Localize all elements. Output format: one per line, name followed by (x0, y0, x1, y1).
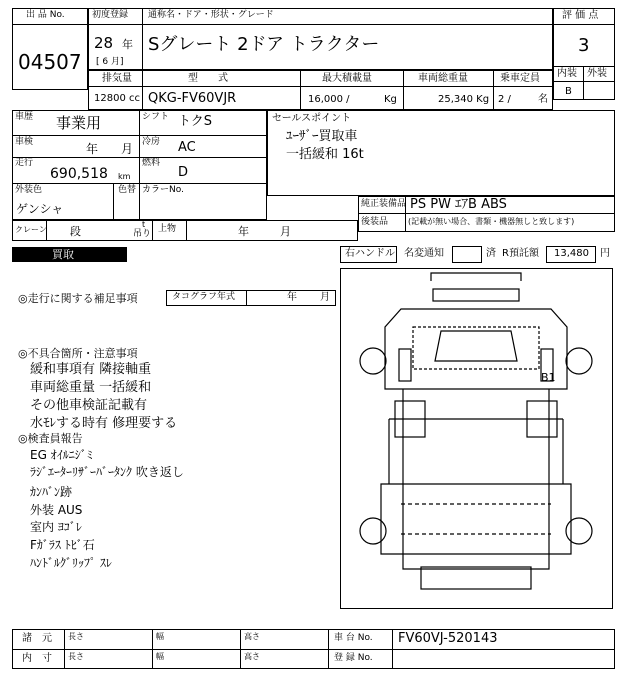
defect-line-4: 水ﾓﾚする時有 修理要する (30, 416, 178, 431)
divider (583, 66, 584, 100)
retrofit-label: 後装品 (361, 217, 389, 227)
color-label: 外装色 (15, 185, 43, 195)
year-unit: 年 (122, 38, 133, 51)
score-label: 評 価 点 (562, 10, 599, 21)
divider (139, 110, 140, 183)
ac-value: AC (178, 140, 196, 155)
color-change-label: 色替 (118, 185, 137, 195)
inspector-line-3: ｶﾝﾊﾞﾝ跡 (30, 485, 73, 499)
crane-hoist-unit: t (142, 220, 146, 229)
divider (142, 70, 143, 110)
divider (12, 135, 267, 136)
shift-value: トクS (178, 114, 212, 129)
divider (113, 183, 114, 220)
defect-line-2: 車両総重量 一括緩和 (30, 380, 152, 395)
rear-right-wheel (566, 518, 592, 544)
tacho-month: 月 (320, 292, 330, 303)
dims-row-label: 内 寸 (22, 653, 52, 664)
defect-line-1: 緩和事項有 隣接軸重 (30, 362, 152, 377)
divider (186, 220, 187, 241)
model-label: 型 式 (188, 73, 228, 84)
tacho-label: タコグラフ年式 (172, 292, 236, 302)
tacho-year: 年 (287, 292, 297, 303)
divider (139, 183, 140, 220)
recycle-label: R預託額 (502, 248, 539, 259)
score-value: 3 (578, 35, 590, 56)
inspector-line-1: EG ｵｲﾙﾆｼﾞﾐ (30, 448, 93, 462)
chassis-value: FV60VJ-520143 (398, 631, 498, 646)
inspector-line-4: 外装 AUS (30, 503, 83, 517)
mileage-unit: km (118, 172, 131, 181)
divider (152, 220, 153, 241)
shift-label: シフト (142, 112, 170, 122)
retrofit-note: (記載が無い場合、書類・機器無しと致します) (408, 217, 575, 226)
height-label: 高さ (244, 632, 260, 641)
rear-bumper (421, 567, 531, 589)
inspection-year: 年 (86, 142, 99, 156)
windshield-top (433, 289, 519, 301)
inspector-line-5: 室内 ﾖｺﾞﾚ (30, 520, 82, 534)
lot-label: 出 品 No. (26, 10, 65, 20)
first-reg-month: [ 6 月] (96, 57, 124, 67)
model-value: QKG-FV60VJR (148, 91, 237, 106)
sales-line-1: ﾕｰｻﾞｰ買取車 (286, 129, 358, 144)
interior-grade: B (565, 86, 572, 97)
lot-number-box (12, 8, 88, 90)
divider (12, 649, 615, 650)
recycle-unit: 円 (600, 248, 610, 259)
max-load-label: 最大積載量 (322, 73, 372, 84)
divider (12, 24, 88, 25)
mark-b1: B1 (541, 371, 556, 384)
first-reg-year: 28 (94, 34, 114, 52)
reg-label: 登 録 No. (334, 653, 373, 663)
defects-label: ◎不具合箇所・注意事項 (18, 347, 138, 360)
inspection-label: 車検 (15, 137, 34, 147)
roof-deflector (435, 331, 517, 361)
divider (328, 629, 329, 669)
inner-height-label: 高さ (244, 652, 260, 661)
inspection-month: 月 (121, 142, 134, 156)
left-door (399, 349, 411, 381)
deck-lines (401, 504, 551, 534)
body-year: 年 (238, 225, 249, 238)
chassis-label: 車 台 No. (334, 633, 373, 643)
front-right-wheel (566, 348, 592, 374)
ac-label: 冷房 (142, 137, 161, 147)
divider (240, 629, 241, 669)
mirror-bar (431, 273, 521, 281)
color-code-label: カラーNo. (142, 185, 184, 195)
rear-left-wheel (360, 518, 386, 544)
divider (88, 24, 553, 25)
crane-stage: 段 (70, 225, 81, 238)
front-left-wheel (360, 348, 386, 374)
recycle-prefix: 済 (486, 248, 496, 259)
inspector-line-7: ﾊﾝﾄﾞﾙｸﾞﾘｯﾌﾟ ｽﾚ (30, 556, 112, 570)
history-label: 車歴 (15, 112, 34, 122)
exterior-label: 外装 (587, 68, 607, 79)
lot-number: 04507 (18, 50, 82, 74)
inspector-line-6: Fｶﾞﾗｽ ﾄﾋﾞ石 (30, 538, 95, 552)
steering-value: 右ハンドル (345, 248, 395, 259)
max-load-unit: Kg (384, 94, 397, 105)
divider (358, 213, 615, 214)
inner-width-label: 幅 (156, 652, 164, 661)
inspector-label: ◎検査員報告 (18, 432, 83, 445)
gvw-label: 車両総重量 (418, 73, 468, 84)
fuel-value: D (178, 165, 189, 180)
mileage-label: 走行 (15, 158, 34, 168)
name-change-label: 名変通知 (404, 248, 444, 259)
divider (246, 290, 247, 306)
body-month: 月 (280, 225, 291, 238)
divider (12, 157, 267, 158)
divider (152, 629, 153, 669)
crane-label: クレーン (15, 225, 47, 234)
mileage-value: 690,518 (50, 166, 108, 182)
divider (553, 66, 615, 67)
inspector-line-2: ﾗｼﾞｴｰﾀｰﾘｻﾞｰﾊﾞｰﾀﾝｸ 吹き返し (30, 465, 184, 479)
first-reg-label: 初度登録 (92, 10, 129, 20)
history-value: 事業用 (56, 114, 102, 132)
interior-label: 内装 (557, 68, 577, 79)
body-label: 上物 (158, 224, 177, 234)
capacity-label: 乗車定員 (500, 73, 540, 84)
car-name-label: 通称名・ドア・形状・グレード (148, 10, 274, 20)
recycle-value: 13,480 (554, 248, 589, 259)
truck-diagram-panel (340, 268, 613, 609)
displacement-label: 排気量 (102, 73, 132, 84)
sales-point-label: セールスポイント (272, 113, 352, 124)
truck-diagram (341, 269, 612, 608)
divider (553, 81, 615, 82)
displacement-value: 12800 cc (94, 93, 140, 104)
fuel-label: 燃料 (142, 158, 161, 168)
divider (142, 8, 143, 70)
chassis-side (389, 419, 563, 484)
crane-row (12, 220, 358, 241)
car-name: Sグレート 2ドア トラクター (148, 34, 380, 55)
defect-line-3: その他車検証記載有 (30, 398, 148, 413)
spec-row-label: 諸 元 (22, 633, 52, 644)
cab-roof (413, 327, 539, 369)
gvw-value: 25,340 Kg (438, 94, 490, 105)
sales-line-2: 一括緩和 16t (286, 147, 364, 162)
divider (553, 24, 615, 25)
divider (493, 70, 494, 110)
equipment-value: PS PW ｴｱB ABS (410, 197, 507, 212)
purchase-banner (12, 247, 127, 262)
crane-hoist: 吊り (133, 229, 152, 239)
capacity-value: 2 / (498, 94, 511, 105)
capacity-unit: 名 (538, 94, 548, 105)
divider (300, 70, 301, 110)
max-load-value: 16,000 / (308, 94, 350, 105)
driving-notes-label: ◎走行に関する補足事項 (18, 292, 138, 305)
length-label: 長さ (68, 632, 84, 641)
fifth-wheel-deck (381, 484, 571, 554)
divider (392, 629, 393, 669)
width-label: 幅 (156, 632, 164, 641)
inner-length-label: 長さ (68, 652, 84, 661)
purchase-label: 買取 (52, 248, 74, 261)
divider (88, 86, 553, 87)
divider (403, 70, 404, 110)
divider (64, 629, 65, 669)
cab-outline (385, 309, 567, 389)
equipment-label: 純正装備品 (361, 199, 407, 209)
name-change-box (452, 246, 482, 263)
color-value: ゲンシャ (16, 202, 64, 216)
